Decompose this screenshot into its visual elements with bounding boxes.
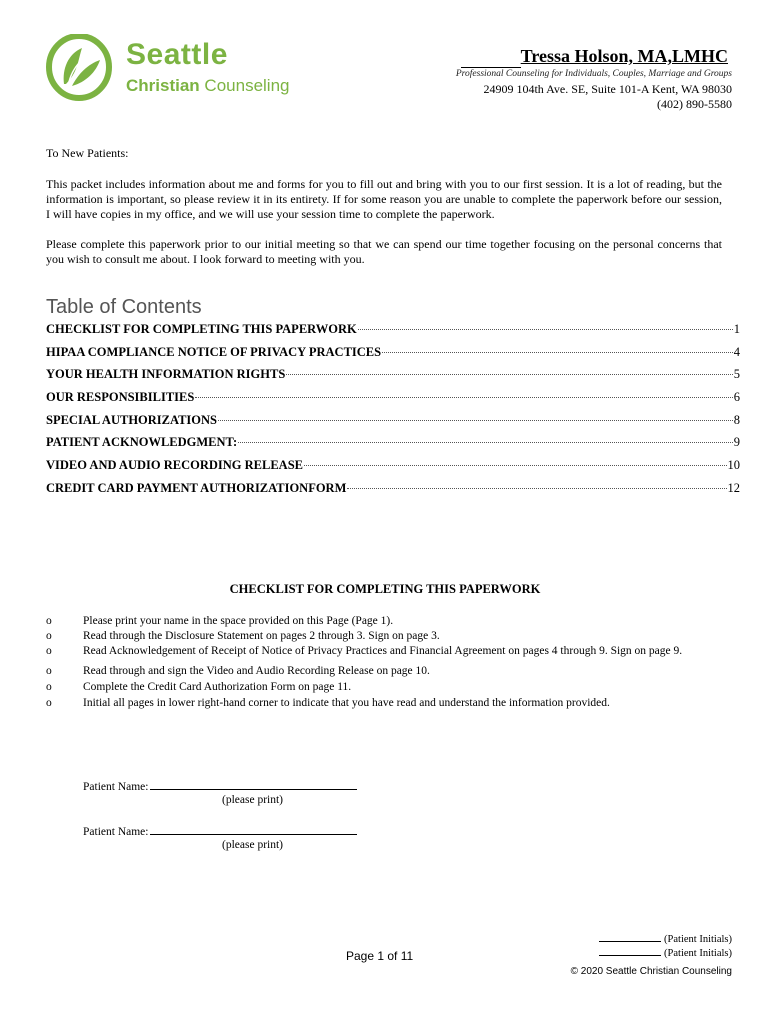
toc-leader <box>238 442 733 443</box>
toc-entry-page: 8 <box>733 412 740 427</box>
patient-name-label: Patient Name: <box>83 826 149 838</box>
checklist-item-text: Read through and sign the Video and Audio Recording Release on page 10. <box>83 665 430 677</box>
toc-entry-page: 1 <box>733 322 740 336</box>
patient-name-line[interactable] <box>150 822 357 835</box>
counselor-name <box>461 46 728 68</box>
checklist-bullet: o <box>46 681 52 693</box>
checklist-item <box>46 629 726 643</box>
counselor-name-text: Tressa Holson, MA,LMHC <box>520 46 728 66</box>
initials-label: (Patient Initials) <box>664 948 732 959</box>
logo-word-christian: Christian <box>126 76 200 95</box>
toc-leader <box>358 329 733 330</box>
patient-name-label: Patient Name: <box>83 781 149 793</box>
intro-paragraph-1: This packet includes information about me and forms for you to fill out and bring with you to our first session. It is a lot of reading, but the information is important, so please review it in its entirety. If for some reason you are unable to complete the paperwork before our session, I will have copies in my office, and we will use your session time to complete the paperwork. <box>46 177 722 221</box>
checklist-item <box>46 696 726 710</box>
patient-name-line[interactable] <box>150 777 357 790</box>
logo-wordmark-seattle: Seattle <box>126 38 228 71</box>
checklist-item-text: Complete the Credit Card Authorization Form on page 11. <box>83 681 352 693</box>
toc-entry-page: 9 <box>733 435 740 450</box>
toc-leader <box>286 374 732 375</box>
toc-entry-label: SPECIAL AUTHORIZATIONS <box>46 412 217 427</box>
toc-leader <box>347 488 726 489</box>
checklist-bullet: o <box>46 645 52 657</box>
practice-phone: (402) 890-5580 <box>657 97 732 111</box>
toc-entry-page: 12 <box>727 480 740 495</box>
toc-entry-page: 6 <box>733 390 740 405</box>
toc-entry[interactable] <box>46 345 740 368</box>
checklist-item <box>46 680 726 694</box>
logo-wordmark-christian-counseling <box>126 76 289 96</box>
checklist-item-text: Read Acknowledgement of Receipt of Notice of Privacy Practices and Financial Agreement on pages 4 through 9. Sign on page 9. <box>83 645 683 657</box>
toc-entry-page: 5 <box>733 367 740 382</box>
toc-entry-label: CREDIT CARD PAYMENT AUTHORIZATIONFORM <box>46 480 347 495</box>
logo-word-counseling: Counseling <box>204 76 290 95</box>
toc-entry[interactable] <box>46 322 740 345</box>
page-number: Page 1 of 11 <box>346 949 414 963</box>
toc-leader <box>382 352 733 353</box>
checklist-bullet: o <box>46 630 52 642</box>
toc-entry-label: VIDEO AND AUDIO RECORDING RELEASE <box>46 458 303 473</box>
checklist <box>46 614 726 710</box>
checklist-bullet: o <box>46 665 52 677</box>
please-print-hint: (please print) <box>222 839 283 851</box>
toc-entry[interactable] <box>46 390 740 413</box>
initials-label: (Patient Initials) <box>664 934 732 945</box>
toc-entry-page: 4 <box>733 344 740 359</box>
toc-entry[interactable] <box>46 413 740 436</box>
patient-initials-field[interactable] <box>599 934 732 945</box>
table-of-contents <box>46 322 740 504</box>
practice-address: 24909 104th Ave. SE, Suite 101-A Kent, WA 98030 <box>483 82 732 96</box>
patient-name-field-1[interactable] <box>83 777 357 793</box>
checklist-item-text: Read through the Disclosure Statement on pages 2 through 3. Sign on page 3. <box>83 630 440 642</box>
intro-paragraph-2: Please complete this paperwork prior to our initial meeting so that we can spend our time together focusing on the personal concerns that you wish to consult me about. I look forward to meeting with you. <box>46 237 722 266</box>
practice-subtitle: Professional Counseling for Individuals, Couples, Marriage and Groups <box>455 69 732 79</box>
toc-entry-label: YOUR HEALTH INFORMATION RIGHTS <box>46 367 286 382</box>
toc-entry-label: CHECKLIST FOR COMPLETING THIS PAPERWORK <box>46 322 357 336</box>
toc-leader <box>304 465 727 466</box>
patient-name-field-2[interactable] <box>83 822 357 838</box>
toc-entry-label: HIPAA COMPLIANCE NOTICE OF PRIVACY PRACTICES <box>46 344 382 359</box>
checklist-item <box>46 614 726 628</box>
checklist-item-text: Please print your name in the space provided on this Page (Page 1). <box>83 615 394 627</box>
toc-entry[interactable] <box>46 367 740 390</box>
greeting: To New Patients: <box>46 146 129 160</box>
please-print-hint: (please print) <box>222 794 283 806</box>
toc-title: Table of Contents <box>46 296 202 318</box>
toc-leader <box>195 397 732 398</box>
toc-entry[interactable] <box>46 458 740 481</box>
initials-line[interactable] <box>599 955 661 956</box>
toc-entry-page: 10 <box>727 458 740 473</box>
checklist-bullet: o <box>46 697 52 709</box>
checklist-bullet: o <box>46 615 52 627</box>
copyright-notice: © 2020 Seattle Christian Counseling <box>570 966 732 977</box>
checklist-item <box>46 644 726 658</box>
toc-entry-label: PATIENT ACKNOWLEDGMENT: <box>46 435 238 450</box>
patient-initials-field[interactable] <box>599 948 732 959</box>
toc-leader <box>218 420 733 421</box>
checklist-item <box>46 664 726 678</box>
initials-line[interactable] <box>599 941 661 942</box>
toc-entry[interactable] <box>46 435 740 458</box>
checklist-heading: CHECKLIST FOR COMPLETING THIS PAPERWORK <box>229 582 541 596</box>
toc-entry[interactable] <box>46 481 740 504</box>
name-underline-lead <box>461 46 521 68</box>
toc-entry-label: OUR RESPONSIBILITIES <box>46 390 195 405</box>
checklist-item-text: Initial all pages in lower right-hand corner to indicate that you have read and understand the information provided. <box>83 697 610 709</box>
